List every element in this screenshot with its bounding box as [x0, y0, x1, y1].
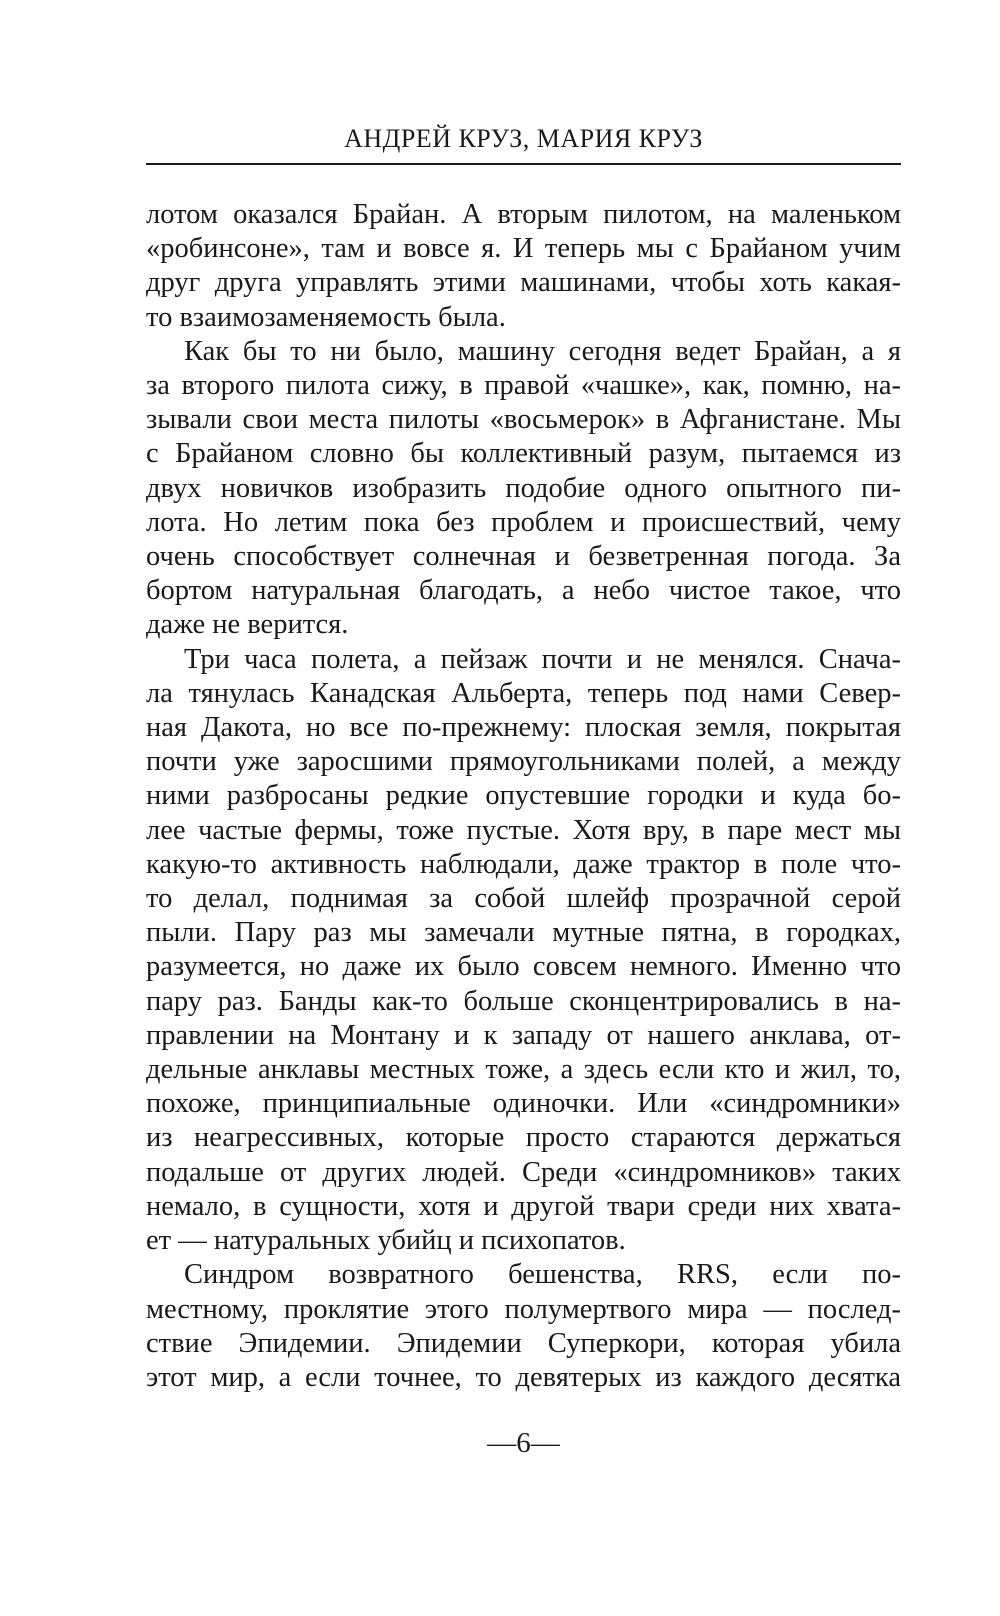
page-number: —6—	[487, 1427, 560, 1459]
text-line: немало, в сущности, хотя и другой твари среди них хвата-	[146, 1190, 901, 1222]
text-line: двух новичков изобразить подобие одного опытного пи-	[146, 472, 901, 504]
text-line: пыли. Пару раз мы замечали мутные пятна, в городках,	[146, 917, 901, 949]
text-line: лота. Но летим пока без проблем и происшествий, чему	[146, 506, 901, 538]
paragraph	[146, 335, 901, 643]
text-line: пару раз. Банды как-то больше сконцентрировались в на-	[146, 985, 901, 1017]
text-line: лотом оказался Брайан. А вторым пилотом, на маленьком	[146, 199, 901, 230]
text-line: какую-то активность наблюдали, даже трактор в поле что-	[146, 848, 901, 880]
text-line: друг друга управлять этими машинами, чтобы хоть какая-	[146, 267, 901, 299]
text-line: этот мир, а если точнее, то девятерых из каждого десятка	[146, 1361, 901, 1393]
text-line: похоже, принципиальные одиночки. Или «синдромники»	[146, 1088, 901, 1120]
text-line: очень способствует солнечная и безветренная погода. За	[146, 541, 901, 573]
running-title: АНДРЕЙ КРУЗ, МАРИЯ КРУЗ	[344, 124, 703, 153]
text-line: даже не верится.	[146, 609, 349, 641]
text-line: ет — натуральных убийц и психопатов.	[146, 1225, 626, 1257]
text-line: лее частые фермы, тоже пустые. Хотя вру, в паре мест мы	[146, 814, 901, 846]
text-line: местному, проклятие этого полумертвого мира — послед-	[146, 1293, 901, 1325]
paragraph	[146, 1258, 901, 1395]
text-line: Как бы то ни было, машину сегодня ведет Брайан, а я	[184, 335, 901, 367]
text-line: бортом натуральная благодать, а небо чистое такое, что	[146, 575, 901, 607]
body-text	[146, 198, 901, 1395]
text-line: почти уже заросшими прямоугольниками полей, а между	[146, 746, 901, 778]
text-line: подальше от других людей. Среди «синдромников» таких	[146, 1156, 901, 1188]
text-line: «робинсоне», там и вовсе я. И теперь мы с Брайаном учим	[146, 233, 901, 265]
text-line: Три часа полета, а пейзаж почти и не менялся. Снача-	[184, 643, 901, 675]
text-line: дельные анклавы местных тоже, а здесь если кто и жил, то,	[146, 1054, 901, 1086]
text-line: ная Дакота, но все по-прежнему: плоская земля, покрытая	[146, 712, 901, 744]
text-line: то делал, поднимая за собой шлейф прозрачной серой	[146, 883, 901, 915]
text-line: то взаимозаменяемость была.	[146, 301, 506, 333]
paragraph	[146, 643, 901, 1259]
text-line: Синдром возвратного бешенства, RRS, если по-	[184, 1259, 901, 1291]
text-line: ними разбросаны редкие опустевшие городки и куда бо-	[146, 780, 901, 812]
text-line: за второго пилота сижу, в правой «чашке», как, помню, на-	[146, 370, 901, 402]
paragraph	[146, 198, 901, 335]
text-line: ла тянулась Канадская Альберта, теперь под нами Север-	[146, 677, 901, 709]
text-line: из неагрессивных, которые просто стараются держаться	[146, 1122, 901, 1154]
text-line: ствие Эпидемии. Эпидемии Суперкори, которая убила	[146, 1327, 901, 1359]
header-rule	[146, 163, 901, 165]
text-line: зывали свои места пилоты «восьмерок» в Афганистане. Мы	[146, 404, 901, 436]
text-line: правлении на Монтану и к западу от нашего анклава, от-	[146, 1019, 901, 1051]
text-line: разумеется, но даже их было совсем немного. Именно что	[146, 951, 901, 983]
text-line: с Брайаном словно бы коллективный разум, пытаемся из	[146, 438, 901, 470]
